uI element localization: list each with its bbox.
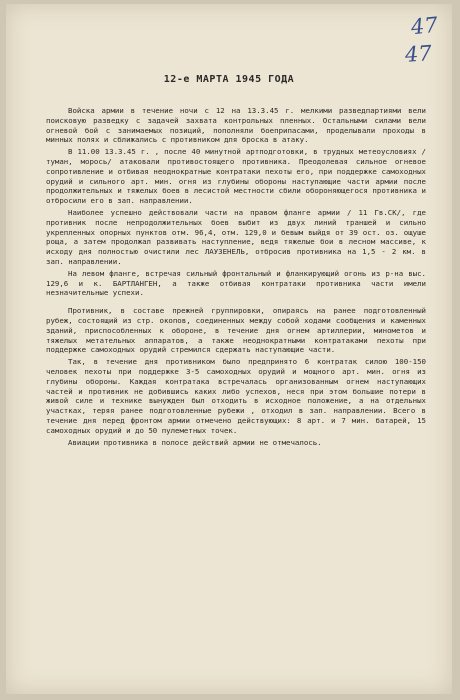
- paragraph-enemy-aviation: Авиации противника в полосе действий армии не отмечалось.: [68, 437, 322, 447]
- archive-page-number: 47: [410, 12, 440, 40]
- paragraph-right-flank: Наиболее успешно действовали части на правом фланге армии / 11 Гв.СК/, где противник после непродолжительных боев выбит из двух линий траншей и сильно укрепленных опорных пунктов отм. 96,4, отм. 129,0 и бевым выйдя от 39 ост. оз. ощуше роща, а затем продолжал развивать наступление, ведя тяжелые бои в лесном массиве, к исходу дня полностью очистили лес ЛАУЗЕНЕЛЬ, отбросив противника на 1,5 - 2 км. в зап. направлении.: [46, 207, 426, 266]
- paragraph-night-reconnaissance: Войска армии в течение ночи с 12 на 13.3.45 г. мелкими разведпартиями вели поисковую разведку с задачей захвата контрольных пленных. Остальными силами вели огневой бой с занимаемых позиций, пополняли боеприпасами, проделывали проходы в минных полях и сближались с противником для броска в атаку.: [46, 106, 426, 145]
- paragraph-enemy-grouping: Противник, в составе прежней группировки, опираясь на ранее подготовленный рубеж, состоящий из стр. окопов, соединенных между собой ходами сообщения и каменных зданий, приспособленных к обороне, в течение дня огнем артиллерии, минометов и тяжелых метательных аппаратов, а также неоднократными контратаками пехоты при поддержке самоходных орудий стремился сдержать наступающие части.: [46, 306, 426, 355]
- report-body: [46, 106, 426, 449]
- document-page: [6, 4, 452, 694]
- paragraph-counterattacks: Так, в течение дня противником было предпринято 6 контратак силою 100-150 человек пехоты при поддержке 3-5 самоходных орудий и мощного арт. мин. огня из глубины обороны. Каждая контратака встречалась организованным огнем наступающих частей и противник не добившись каких либо успехов, неся при этом большие потери в живой силе и технике вынужден был отходить в исходное положение, а на отдельных участках, теряя ранее подготовленные рубежи , отходил в зап. направлении. Всего в течение дня перед фронтом армии отмечено действующих: 8 арт. и 7 мин. батарей, 15 самоходных орудий и до 50 пулеметных точек.: [46, 357, 426, 435]
- date-heading: 12-е МАРТА 1945 ГОДА: [163, 74, 295, 85]
- archive-page-number-duplicate: 47: [404, 41, 433, 67]
- paragraph-left-flank: На левом фланге, встречая сильный фронтальный и фланкирующий огонь из р-на выс. 129,6 и к. БАРТЛАНГЕН, а также отбивая контратаки противника части имели незначительные успехи.: [46, 268, 426, 298]
- paragraph-artillery-attack: В 11.00 13.3.45 г. , после 40 минутной артподготовки, в трудных метеоусловиях / туман, морось/ атаковали противостоящего противника. Преодолевая сильное огневое сопротивление и отбивая неоднократные контратаки пехоты его, при поддержке самоходных орудий и сильного арт. мин. огня из глубины обороны наступающие части армии после продолжительных и тяжелых боев в лесистой местности сбили обороняющегося противника и отбросили его в зап. направлении.: [46, 147, 426, 206]
